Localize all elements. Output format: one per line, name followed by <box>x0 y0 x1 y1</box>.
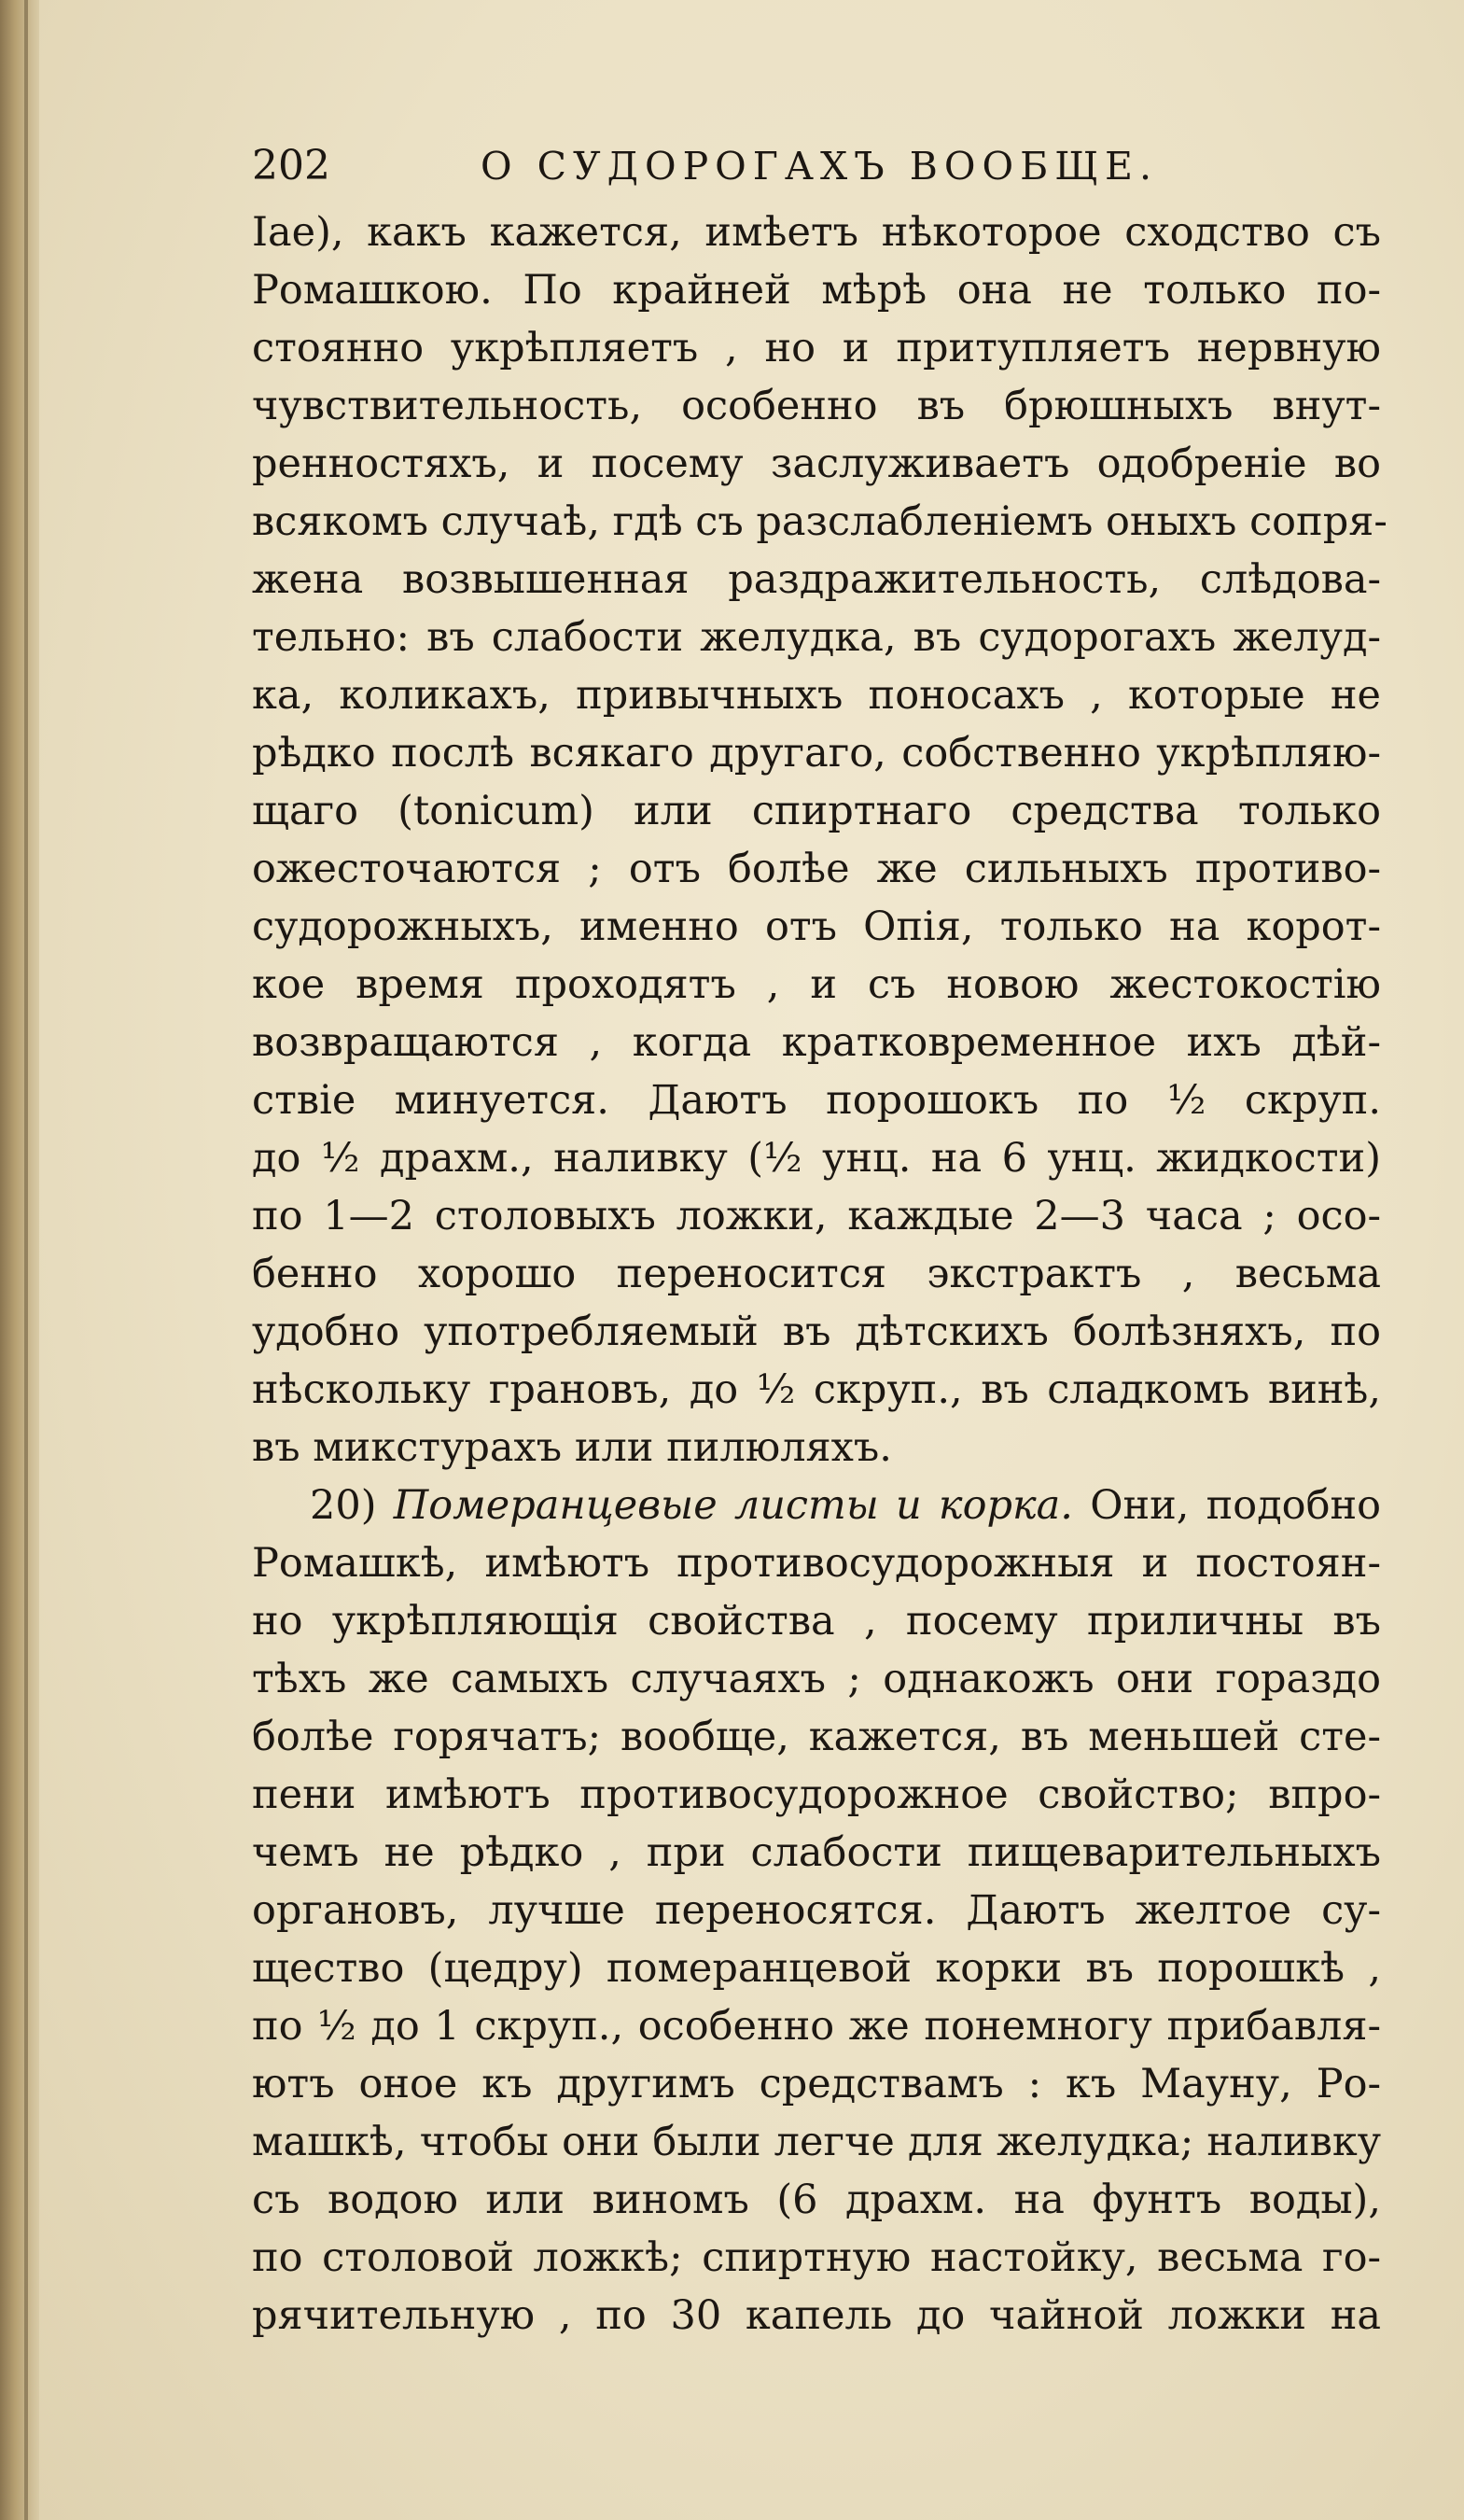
section-title: Померанцевые листы и корка. <box>393 1482 1073 1529</box>
text-line: чемъ не рѣдко , при слабости пищеварительныхъ <box>252 1829 1381 1876</box>
text-line: ожесточаются ; отъ болѣе же сильныхъ противо- <box>252 846 1381 892</box>
text-line: судорожныхъ, именно отъ Опія, только на корот- <box>252 903 1381 950</box>
binding-line <box>24 0 28 2520</box>
text-line: бенно хорошо переносится экстрактъ , весьма <box>252 1251 1381 1297</box>
text-line: по 1—2 столовыхъ ложки, каждые 2—3 часа ; осо- <box>252 1193 1381 1239</box>
section-number: 20) <box>310 1482 377 1529</box>
text-line: по ½ до 1 скруп., особенно же понемногу прибавля- <box>252 2003 1381 2050</box>
text-line: болѣе горячатъ; вообще, кажется, въ меньшей сте- <box>252 1714 1381 1760</box>
text-line: органовъ, лучше переносятся. Даютъ желтое су- <box>252 1887 1381 1934</box>
text-line: ренностяхъ, и посему заслуживаетъ одобреніе во <box>252 441 1381 487</box>
text-line: пени имѣютъ противосудорожное свойство; впро- <box>252 1771 1381 1818</box>
text-line: стоянно укрѣпляетъ , но и притупляетъ нервную <box>252 325 1381 371</box>
text-line: жена возвышенная раздражительность, слѣдова- <box>252 556 1381 603</box>
text-line: съ водою или виномъ (6 драхм. на фунтъ воды), <box>252 2177 1381 2223</box>
text-line: удобно употребляемый въ дѣтскихъ болѣзняхъ, по <box>252 1309 1381 1355</box>
text-line: по столовой ложкѣ; спиртную настойку, весьма го- <box>252 2234 1381 2281</box>
text-line: Ромашкою. По крайней мѣрѣ она не только по- <box>252 267 1381 314</box>
text-line: машкѣ, чтобы они были легче для желудка; наливку <box>252 2119 1381 2165</box>
text-line: чувствительность, особенно въ брюшныхъ внут- <box>252 383 1381 429</box>
text-line: ствіе минуется. Даютъ порошокъ по ½ скруп. <box>252 1077 1381 1124</box>
text-line: всякомъ случаѣ, гдѣ съ разслабленіемъ оныхъ сопря- <box>252 498 1387 545</box>
text-line: но укрѣпляющія свойства , посему приличны въ <box>252 1598 1381 1645</box>
text-line: въ микстурахъ или пилюляхъ. <box>252 1424 892 1471</box>
text-line: тѣхъ же самыхъ случаяхъ ; однакожъ они гораздо <box>252 1656 1381 1702</box>
body-text <box>252 203 1387 2345</box>
text-line: возвращаются , когда кратковременное ихъ дѣй- <box>252 1019 1381 1066</box>
text-line: ютъ оное къ другимъ средствамъ : къ Мауну, Ро- <box>252 2061 1381 2107</box>
text-line: ка, коликахъ, привычныхъ поносахъ , которые не <box>252 672 1381 719</box>
text-line: рячительную , по 30 капель до чайной ложки на <box>252 2292 1381 2339</box>
text-line: рѣдко послѣ всякаго другаго, собственно укрѣпляю- <box>252 730 1381 777</box>
text-line: щество (цедру) померанцевой корки въ порошкѣ , <box>252 1945 1381 1992</box>
text-line: кое время проходятъ , и съ новою жестокостію <box>252 961 1381 1008</box>
running-title: О СУДОРОГАХЪ ВООБЩЕ. <box>481 144 1159 189</box>
text-line: Iae), какъ кажется, имѣетъ нѣкоторое сходство съ <box>252 209 1381 256</box>
text-line: нѣскольку грановъ, до ½ скруп., въ сладкомъ винѣ, <box>252 1366 1381 1413</box>
text-line: щаго (tonicum) или спиртнаго средства только <box>252 788 1381 834</box>
section-heading-line <box>252 1477 1381 1534</box>
text-line: тельно: въ слабости желудка, въ судорогахъ желуд- <box>252 614 1381 661</box>
text-line: Ромашкѣ, имѣютъ противосудорожныя и постоян- <box>252 1540 1381 1587</box>
page-number: 202 <box>252 142 330 189</box>
binding-edge <box>0 0 39 2520</box>
page-header <box>252 138 1185 194</box>
section-first-line-text: Они, подобно <box>1090 1482 1381 1529</box>
text-line: до ½ драхм., наливку (½ унц. на 6 унц. жидкости) <box>252 1135 1381 1182</box>
